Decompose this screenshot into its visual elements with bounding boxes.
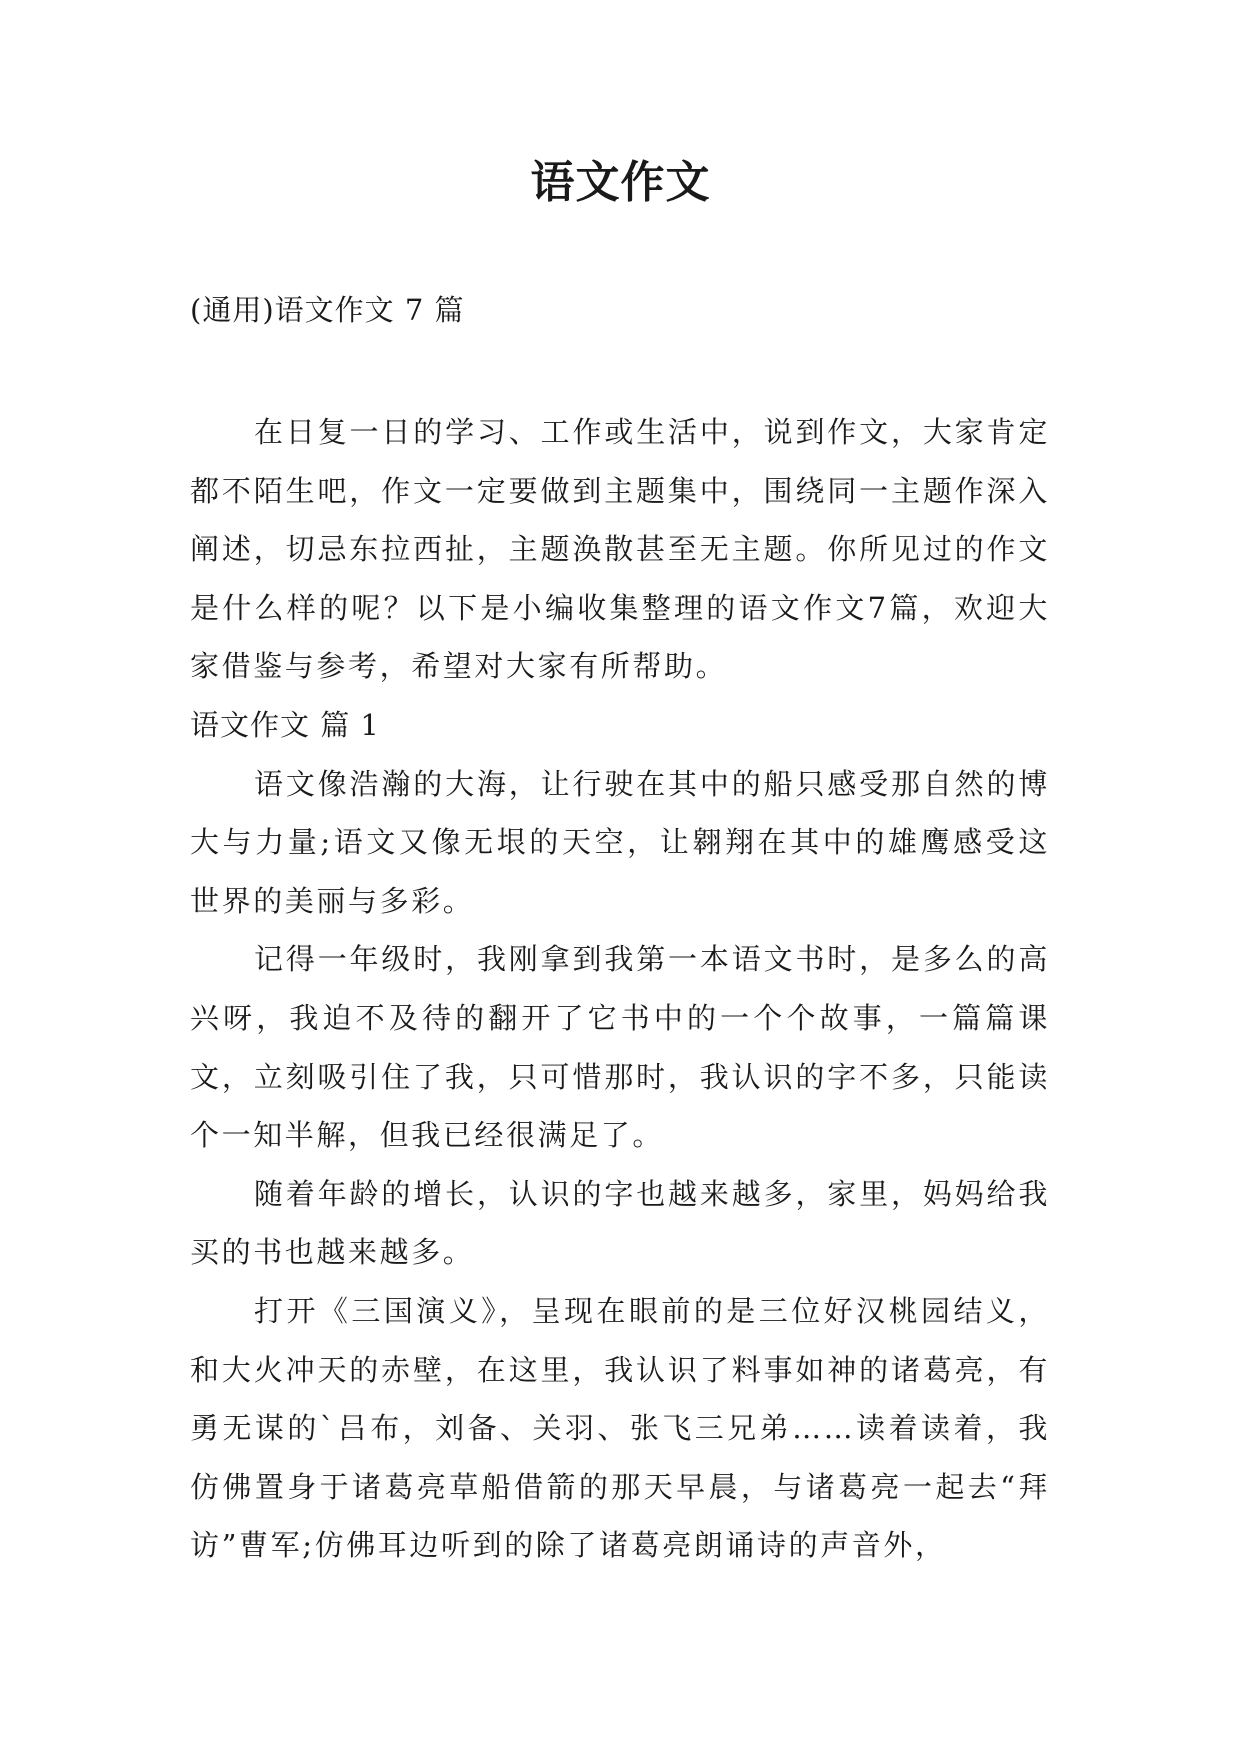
section-heading: 语文作文 篇 1 bbox=[190, 707, 380, 742]
document-body bbox=[190, 403, 1050, 1575]
body-paragraph: 随着年龄的增长，认识的字也越来越多，家里，妈妈给我买的书也越来越多。 bbox=[190, 1176, 1050, 1270]
body-paragraph: 打开《三国演义》，呈现在眼前的是三位好汉桃园结义，和大火冲天的赤壁，在这里，我认识了料事如神的诸葛亮，有勇无谋的`吕布，刘备、关羽、张飞三兄弟……读着读着，我仿佛置身于诸葛亮草船借箭的那天早晨，与诸葛亮一起去“拜访”曹军;仿佛耳边听到的除了诸葛亮朗诵诗的声音外， bbox=[190, 1293, 1050, 1563]
body-paragraph: 记得一年级时，我刚拿到我第一本语文书时，是多么的高兴呀，我迫不及待的翻开了它书中的一个个故事，一篇篇课文，立刻吸引住了我，只可惜那时，我认识的字不多，只能读个一知半解，但我已经很满足了。 bbox=[190, 942, 1050, 1153]
document-title: 语文作文 bbox=[530, 157, 711, 208]
intro-paragraph: 在日复一日的学习、工作或生活中，说到作文，大家肯定都不陌生吧，作文一定要做到主题集中，围绕同一主题作深入阐述，切忌东拉西扯，主题涣散甚至无主题。你所见过的作文是什么样的呢？以下是小编收集整理的语文作文7篇，欢迎大家借鉴与参考，希望对大家有所帮助。 bbox=[190, 415, 1050, 684]
document-subtitle: (通用)语文作文 7 篇 bbox=[190, 293, 465, 327]
body-paragraph: 语文像浩瀚的大海，让行驶在其中的船只感受那自然的博大与力量;语文又像无垠的天空，让翱翔在其中的雄鹰感受这世界的美丽与多彩。 bbox=[190, 766, 1050, 918]
